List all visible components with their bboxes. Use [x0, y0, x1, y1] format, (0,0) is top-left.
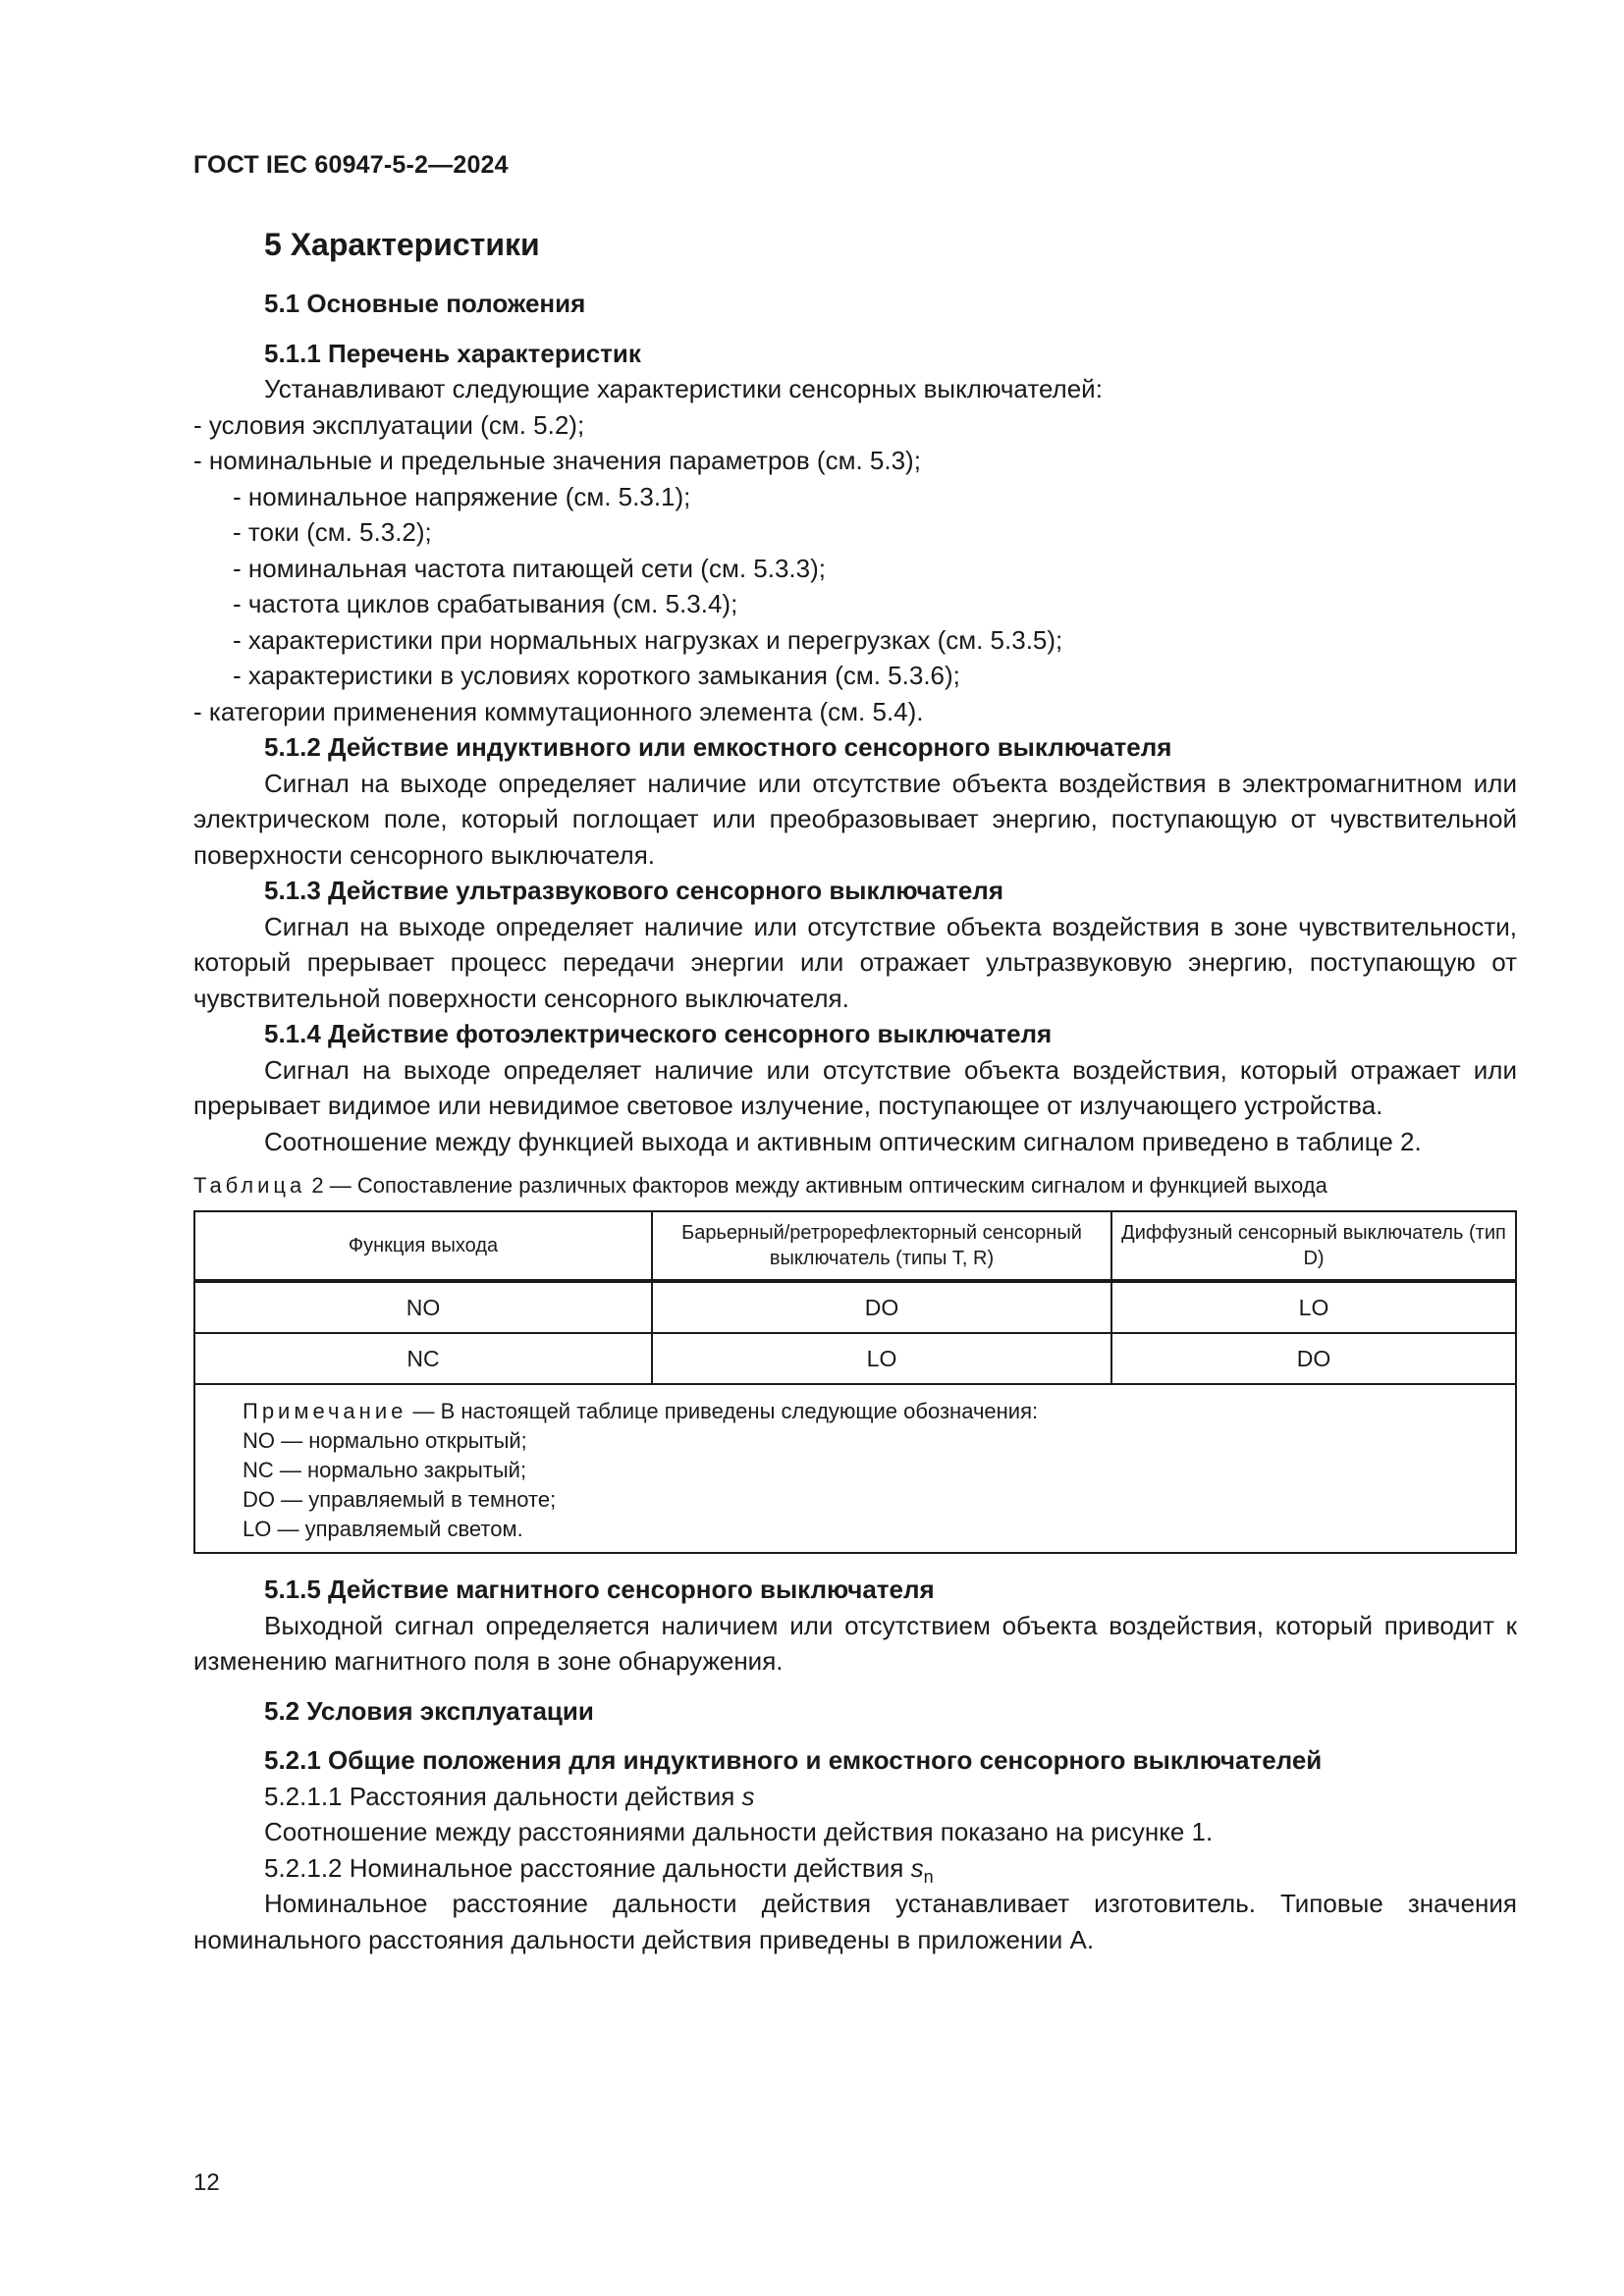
section-5-2-1-2-text: Номинальное расстояние дальности действия устанавливает изготовитель. Типовые значения номинального расстояния дальности действия приведены в приложении А. [193, 1889, 1517, 1954]
variable-subscript: n [923, 1866, 934, 1887]
list-item: - токи (см. 5.3.2); [233, 517, 432, 547]
section-5-1-3-text: Сигнал на выходе определяет наличие или отсутствие объекта воздействия в зоне чувствительности, который прерывает процесс передачи энергии или отражает ультразвуковую энергию, поступающую от чувствительной поверхности сенсорного выключателя. [193, 911, 1517, 1013]
note-item: NC — нормально закрытый; [243, 1458, 527, 1482]
table-caption [193, 1171, 1517, 1201]
note-label: Примечание [243, 1399, 407, 1423]
characteristics-list [193, 407, 1517, 730]
list-item: - номинальные и предельные значения параметров (см. 5.3); [193, 446, 921, 475]
note-item: DO — управляемый в темноте; [243, 1487, 557, 1512]
section-5-2-1-title: 5.2.1 Общие положения для индуктивного и емкостного сенсорного выключателей [264, 1745, 1323, 1775]
section-5-1-2-title: 5.1.2 Действие индуктивного или емкостного сенсорного выключателя [264, 732, 1172, 762]
section-5-1-4-text-2: Соотношение между функцией выхода и активным оптическим сигналом приведено в таблице 2. [264, 1126, 1422, 1156]
table-row [194, 1281, 1516, 1333]
variable-s: s [741, 1781, 755, 1811]
table-row [194, 1333, 1516, 1384]
note-item: LO — управляемый светом. [243, 1517, 523, 1541]
page-number: 12 [193, 2169, 220, 2196]
table-header-row [194, 1211, 1516, 1281]
document-header: ГОСТ IEC 60947-5-2—2024 [193, 151, 509, 179]
section-5-2-1-1-title [264, 1779, 1517, 1815]
table-cell: DO [652, 1281, 1111, 1333]
section-5-title: 5 Характеристики [264, 227, 540, 262]
variable-s: s [910, 1852, 924, 1883]
section-5-2-1-2-label: 5.2.1.2 Номинальное расстояние дальности действия [264, 1852, 911, 1883]
table-caption-text: 2 — Сопоставление различных факторов между активным оптическим сигналом и функцией выхода [305, 1173, 1327, 1198]
note-item: NO — нормально открытый; [243, 1428, 527, 1453]
section-5-2-1-2-title [264, 1850, 1517, 1887]
page-content [193, 221, 1517, 1957]
table-cell: NC [194, 1333, 652, 1384]
table-cell: LO [1111, 1281, 1516, 1333]
section-5-1-1-intro: Устанавливают следующие характеристики сенсорных выключателей: [264, 374, 1103, 403]
list-item: - номинальная частота питающей сети (см. 5.3.3); [233, 553, 826, 583]
section-5-1-2-text: Сигнал на выходе определяет наличие или отсутствие объекта воздействия в электромагнитном или электрическом поле, который поглощает или преобразовывает энергию, поступающую от чувствительной поверхности сенсорного выключателя. [193, 768, 1517, 870]
section-5-1-5-title: 5.1.5 Действие магнитного сенсорного выключателя [264, 1575, 935, 1604]
list-item: - условия эксплуатации (см. 5.2); [193, 409, 585, 440]
table-note-row [194, 1384, 1516, 1553]
table-cell: LO [652, 1333, 1111, 1384]
section-5-2-1-1-label: 5.2.1.1 Расстояния дальности действия [264, 1781, 742, 1811]
column-header: Барьерный/ретрорефлекторный сенсорный выключатель (типы T, R) [652, 1211, 1111, 1281]
column-header: Диффузный сенсорный выключатель (тип D) [1111, 1211, 1516, 1281]
section-5-1-4-title: 5.1.4 Действие фотоэлектрического сенсорного выключателя [264, 1019, 1053, 1048]
list-item: - характеристики в условиях короткого замыкания (см. 5.3.6); [233, 661, 960, 690]
list-item: - частота циклов срабатывания (см. 5.3.4); [233, 589, 738, 618]
table-note [194, 1384, 1516, 1553]
section-5-1-4-text-1: Сигнал на выходе определяет наличие или отсутствие объекта воздействия, который отражает или прерывает видимое или невидимое световое излучение, поступающее от излучающего устройства. [193, 1054, 1517, 1120]
column-header: Функция выхода [194, 1211, 652, 1281]
section-5-1-3-title: 5.1.3 Действие ультразвукового сенсорного выключателя [264, 876, 1003, 905]
comparison-table [193, 1210, 1517, 1554]
table-cell: DO [1111, 1333, 1516, 1384]
section-5-2-1-1-text: Соотношение между расстояниями дальности действия показано на рисунке 1. [264, 1817, 1214, 1846]
table-cell: NO [194, 1281, 652, 1333]
list-item: - категории применения коммутационного элемента (см. 5.4). [193, 696, 924, 726]
list-item: - характеристики при нормальных нагрузках и перегрузках (см. 5.3.5); [233, 624, 1063, 655]
note-heading [243, 1397, 1515, 1426]
list-item: - номинальное напряжение (см. 5.3.1); [233, 481, 691, 511]
section-5-1-title: 5.1 Основные положения [264, 289, 586, 318]
section-5-2-title: 5.2 Условия эксплуатации [264, 1695, 594, 1726]
section-5-1-5-text: Выходной сигнал определяется наличием или отсутствием объекта воздействия, который приводит к изменению магнитного поля в зоне обнаружения. [193, 1610, 1517, 1676]
table-caption-label: Таблица [193, 1173, 306, 1198]
section-5-1-1-title: 5.1.1 Перечень характеристик [264, 338, 641, 368]
note-text: — В настоящей таблице приведены следующие обозначения: [406, 1399, 1039, 1423]
